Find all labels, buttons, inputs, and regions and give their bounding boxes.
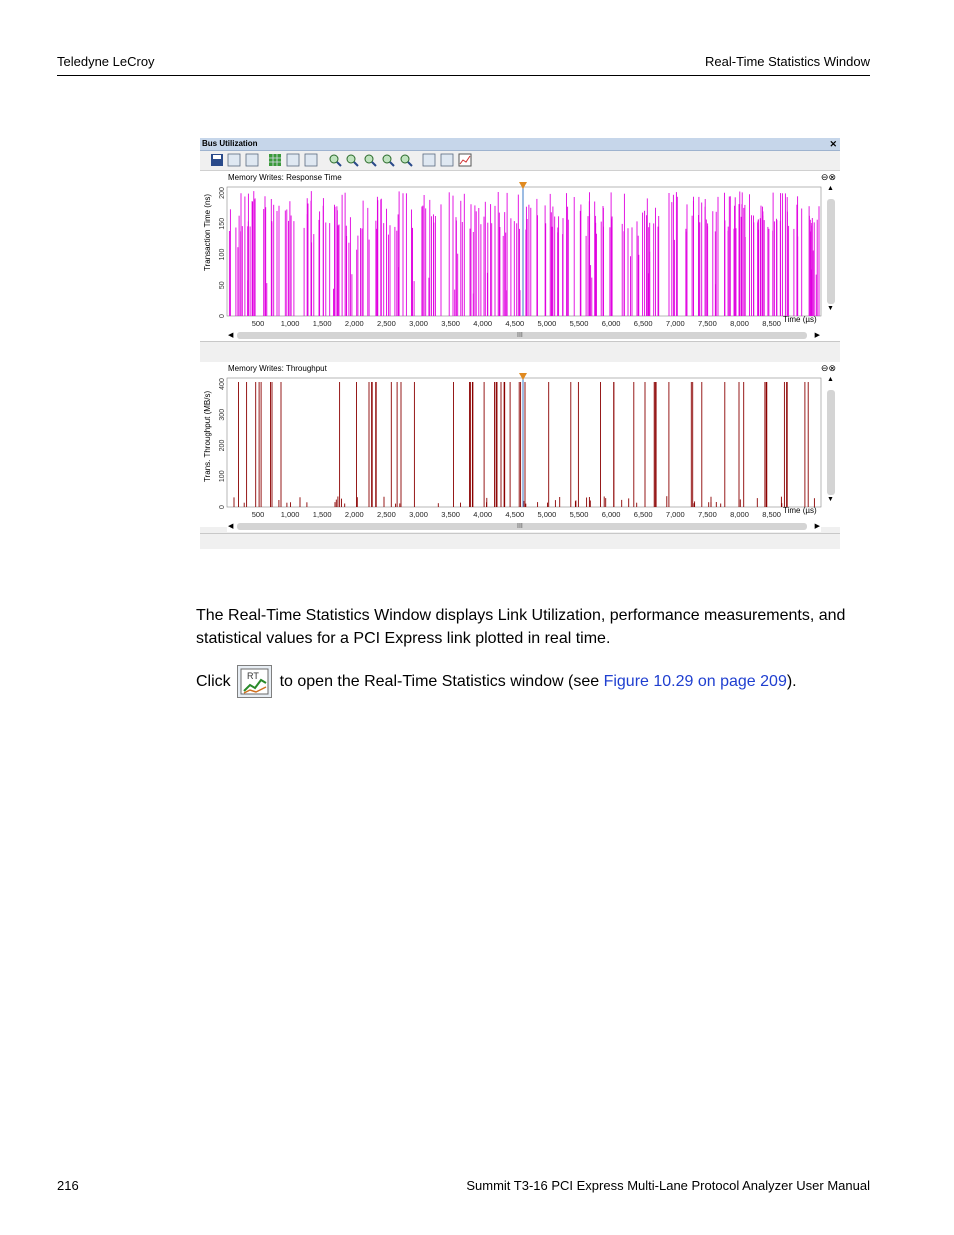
- x-tick-label: 4,000: [473, 319, 493, 328]
- bottom-band: [200, 533, 840, 549]
- click-instruction: [196, 664, 797, 700]
- x-tick-label: 3,000: [409, 319, 428, 328]
- scroll-down-arrow-icon[interactable]: ▼: [827, 305, 834, 312]
- scroll-up-arrow-icon[interactable]: ▲: [827, 376, 834, 383]
- click-middle: to open the Real-Time Statistics window (see: [279, 673, 604, 690]
- y-axis-label: Trans. Throughput (MB/s): [203, 390, 212, 482]
- y-tick-label: 200: [219, 439, 226, 452]
- y-tick-label: 50: [219, 281, 226, 290]
- y-tick-label: 200: [219, 187, 226, 199]
- scroll-up-arrow-icon[interactable]: ▲: [827, 185, 834, 192]
- y-tick-label: 100: [219, 470, 226, 483]
- zoom-in-icon[interactable]: [328, 153, 342, 167]
- throughput-panel: [200, 362, 840, 530]
- x-axis-unit: Time (µs): [783, 315, 817, 324]
- scroll-grip-icon[interactable]: III: [517, 523, 523, 530]
- scroll-down-arrow-icon[interactable]: ▼: [827, 496, 834, 503]
- bar-spread-icon[interactable]: [304, 153, 318, 167]
- manual-title: Summit T3-16 PCI Express Multi-Lane Protocol Analyzer User Manual: [466, 1178, 870, 1193]
- y-tick-label: 0: [219, 505, 226, 509]
- rt-statistics-icon[interactable]: [237, 665, 272, 698]
- print-icon[interactable]: [245, 153, 259, 167]
- x-tick-label: 5,500: [569, 319, 589, 328]
- close-icon[interactable]: ✕: [829, 139, 837, 149]
- zoom-in-x-icon[interactable]: [363, 153, 377, 167]
- response-time-panel: [200, 171, 840, 359]
- window-titlebar: [200, 138, 840, 151]
- zoom-fit-icon[interactable]: [399, 153, 413, 167]
- x-tick-label: 6,500: [633, 319, 653, 328]
- x-tick-label: 8,000: [730, 510, 749, 519]
- response-time-plot: [200, 171, 840, 331]
- header-rule: [57, 75, 870, 76]
- x-tick-label: 3,500: [441, 319, 460, 328]
- horizontal-scrollbar[interactable]: [227, 521, 821, 532]
- x-tick-label: 5,500: [569, 510, 589, 519]
- x-tick-label: 5,000: [537, 319, 557, 328]
- x-tick-label: 2,000: [344, 510, 364, 519]
- x-tick-label: 5,000: [537, 510, 557, 519]
- x-tick-label: 7,500: [698, 510, 717, 519]
- scroll-left-arrow-icon[interactable]: ◀: [228, 332, 234, 339]
- plot-area: [227, 187, 821, 316]
- x-tick-label: 1,500: [312, 319, 332, 328]
- sync-icon[interactable]: [422, 153, 436, 167]
- x-tick-label: 6,000: [601, 510, 621, 519]
- expand-icon[interactable]: [440, 153, 454, 167]
- scroll-left-arrow-icon[interactable]: ◀: [228, 523, 234, 530]
- scroll-right-arrow-icon[interactable]: ▶: [814, 332, 820, 339]
- throughput-plot: [200, 362, 840, 522]
- x-tick-label: 4,500: [505, 319, 525, 328]
- x-tick-label: 1,000: [280, 510, 300, 519]
- page-header-right: Real-Time Statistics Window: [705, 54, 870, 69]
- panel-separator: [200, 341, 840, 359]
- save-icon[interactable]: [210, 153, 224, 167]
- x-tick-label: 4,500: [505, 510, 525, 519]
- print-preview-icon[interactable]: [227, 153, 241, 167]
- click-suffix: ).: [786, 673, 797, 690]
- y-tick-label: 0: [219, 314, 226, 318]
- x-tick-label: 8,500: [762, 510, 781, 519]
- x-tick-label: 7,000: [665, 319, 685, 328]
- x-tick-label: 4,000: [473, 510, 493, 519]
- scroll-grip-icon[interactable]: III: [517, 332, 523, 339]
- toolbar: [200, 151, 840, 171]
- page-number: 216: [57, 1178, 79, 1193]
- horizontal-scrollbar[interactable]: [227, 330, 821, 341]
- y-tick-label: 100: [219, 248, 226, 261]
- description-paragraph: The Real-Time Statistics Window displays Link Utilization, performance measurements, and statistical values for a PCI Express link plotted in real time.: [196, 607, 846, 647]
- x-tick-label: 7,500: [698, 319, 717, 328]
- x-tick-label: 500: [251, 510, 265, 519]
- panel-title: Memory Writes: Response Time: [228, 173, 342, 182]
- x-tick-label: 500: [251, 319, 265, 328]
- x-axis-unit: Time (µs): [783, 506, 817, 515]
- x-tick-label: 3,000: [409, 510, 428, 519]
- grid-icon[interactable]: [268, 153, 282, 167]
- panel-title: Memory Writes: Throughput: [228, 364, 327, 373]
- x-tick-label: 2,000: [344, 319, 364, 328]
- bar-overlay-icon[interactable]: [286, 153, 300, 167]
- pane-buttons[interactable]: ⊖⊗: [820, 363, 836, 373]
- x-tick-label: 1,500: [312, 510, 332, 519]
- y-tick-label: 300: [219, 408, 226, 421]
- plot-area: [227, 378, 821, 507]
- window-title: Bus Utilization: [202, 139, 258, 148]
- x-tick-label: 3,500: [441, 510, 460, 519]
- scroll-right-arrow-icon[interactable]: ▶: [814, 523, 820, 530]
- vertical-scrollbar[interactable]: [826, 376, 836, 506]
- bus-utilization-window: [200, 138, 840, 549]
- scroll-thumb[interactable]: [827, 199, 835, 304]
- rt-icon-label: RT: [247, 671, 259, 682]
- zoom-out-icon[interactable]: [345, 153, 359, 167]
- page-header-left: Teledyne LeCroy: [57, 54, 155, 69]
- vertical-scrollbar[interactable]: [826, 185, 836, 315]
- x-tick-label: 6,500: [633, 510, 653, 519]
- x-tick-label: 7,000: [665, 510, 685, 519]
- x-tick-label: 2,500: [377, 319, 396, 328]
- figure-reference-link[interactable]: Figure 10.29 on page 209: [603, 673, 787, 690]
- y-tick-label: 400: [219, 378, 226, 390]
- x-tick-label: 6,000: [601, 319, 621, 328]
- x-tick-label: 8,500: [762, 319, 781, 328]
- x-tick-label: 1,000: [280, 319, 300, 328]
- chart-icon[interactable]: [458, 153, 472, 167]
- pane-buttons[interactable]: ⊖⊗: [820, 172, 836, 182]
- zoom-out-x-icon[interactable]: [381, 153, 395, 167]
- click-prefix: Click: [196, 673, 231, 690]
- x-tick-label: 2,500: [377, 510, 396, 519]
- x-tick-label: 8,000: [730, 319, 749, 328]
- y-axis-label: Transaction Time (ns): [203, 193, 212, 271]
- y-tick-label: 150: [219, 217, 226, 230]
- scroll-thumb[interactable]: [827, 390, 835, 495]
